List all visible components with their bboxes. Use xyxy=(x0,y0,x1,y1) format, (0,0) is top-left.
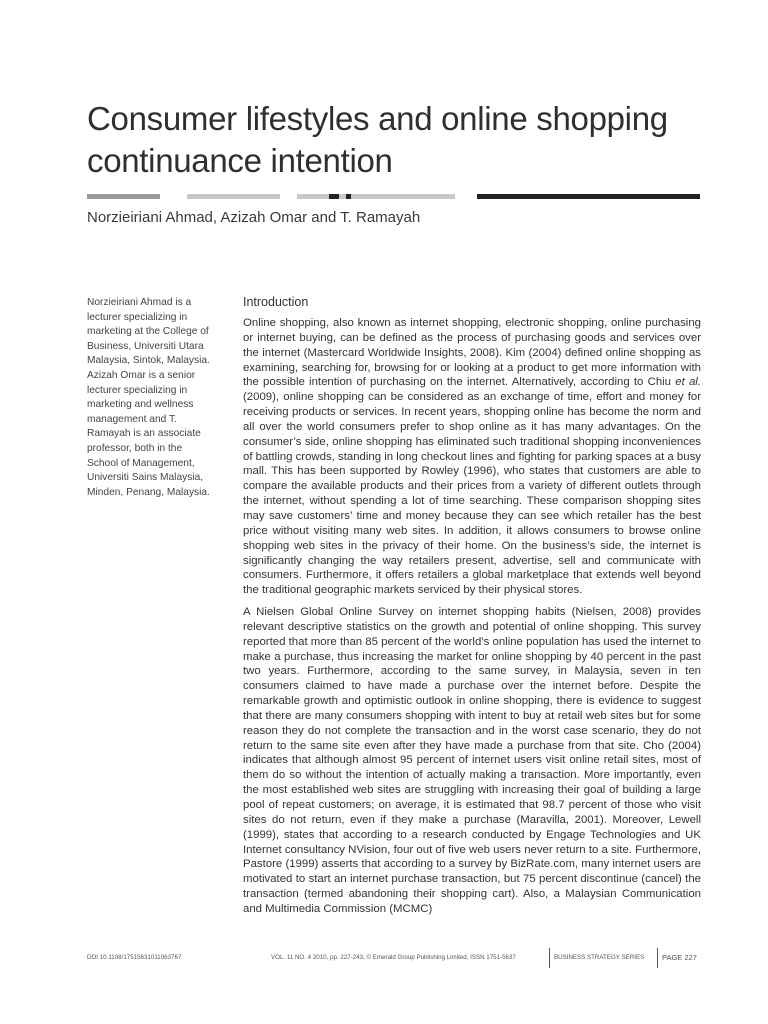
footer-page-number: PAGE 227 xyxy=(662,953,697,962)
paragraph-text: Online shopping, also known as internet shopping, electronic shopping, online purchasing or internet buying, can be defined as the process of purchasing goods and services over the internet (Mastercard Worldwide Insights, 2008). Kim (2004) defined online shopping as examining, searching for, browsing for or looking at a product to get more information with the possible intention of purchasing on the internet. Alternatively, according to Chiu xyxy=(243,317,701,389)
rule-segment-dark xyxy=(477,194,700,199)
article-title: Consumer lifestyles and online shopping continuance intention xyxy=(87,100,668,179)
body-paragraph xyxy=(243,316,701,598)
rule-segment-dark xyxy=(329,194,339,199)
rule-segment-gray xyxy=(87,194,160,199)
body-paragraph: A Nielsen Global Online Survey on internet shopping habits (Nielsen, 2008) provides relevant descriptive statistics on the growth and potential of online shopping. This survey reported that more than 85 percent of the world’s online population has used the internet to make a purchase, thus increasing the market for online shopping by 40 percent in the past two years. Furthermore, according to the same survey, in Malaysia, seven in ten consumers claimed to have made a purchase over the internet before. Despite the remarkable growth and optimistic outlook in online shopping, there is evidence to suggest that there are many consumers shopping with intent to buy at retail web sites but for some reason they do not complete the transaction and in the worst case scenario, they do not return to the same site even after they have made a purchase from that site. Cho (2004) indicates that although almost 95 percent of internet users visit online retail sites, most of them do so without the intention of actually making a transaction. More importantly, even the most established web sites are struggling with increasing their goal of building a large pool of repeat customers; on average, it is estimated that 98.7 percent of those who visit sites do not return, even if they make a purchase (Maravilla, 2001). Moreover, Lewell (1999), states that according to a research conducted by Engage Technologies and UK Internet consultancy NVision, four out of five web users never return to a site. Furthermore, Pastore (1999) asserts that according to a survey by BizRate.com, many internet users are motivated to start an internet purchase transaction, but 75 percent discontinue (cancel) the transaction (termed abandoning their shopping cart). Also, a Malaysian Communication and Multimedia Commission (MCMC) xyxy=(243,606,701,915)
rule-segment-light xyxy=(187,194,280,199)
footer-divider xyxy=(657,948,658,968)
footer-divider xyxy=(549,948,550,968)
footer-citation: VOL. 11 NO. 4 2010, pp. 227-243, © Emerald Group Publishing Limited, ISSN 1751-5637 xyxy=(271,954,516,961)
article-body xyxy=(243,316,701,924)
paragraph-text: (2009), online shopping can be considered as an exchange of time, effort and money for receiving products or services. In recent years, shopping online has become the norm and all over the world consumers prefer to shop online as it has many advantages. On the consumer’s side, online shopping has eliminated such traditional shopping inconveniences of battling crowds, standing in long checkout lines and fighting for parking spaces at a busy mall. This has been supported by Rowley (1996), who states that customers are able to compare the available products and their prices from a variety of different outlets through the internet, without spending a lot of time searching. These comparison shopping sites may save customers’ time and money because they can see which retailer has the best price without visiting many web sites. In addition, it allows consumers to browse online shopping web sites in the privacy of their home. On the business’s side, the internet is significantly changing the way retailers present, advertise, sell and communicate with consumers. Furthermore, it offers retailers a global marketplace that extends well beyond the traditional geographic markets serviced by their physical stores. xyxy=(243,391,701,597)
footer-series: BUSINESS STRATEGY SERIES xyxy=(554,954,645,961)
rule-segment-light xyxy=(359,194,455,199)
page-footer xyxy=(87,948,704,968)
paragraph-italic-text: et al. xyxy=(675,376,701,389)
author-bio: Norzieiriani Ahmad is a lecturer specializing in marketing at the College of Business, Universiti Utara Malaysia, Sintok, Malaysia. Azizah Omar is a senior lecturer specializing in marketing and wellness management and T. Ramayah is an associate professor, both in the School of Management, Universiti Sains Malaysia, Minden, Penang, Malaysia. xyxy=(87,297,210,498)
rule-segment-dark xyxy=(346,194,351,199)
title-rule xyxy=(87,194,700,200)
section-heading-introduction: Introduction xyxy=(243,295,309,309)
footer-doi: DOI 10.1108/17515631011063767 xyxy=(87,954,182,961)
author-list: Norzieiriani Ahmad, Azizah Omar and T. Ramayah xyxy=(87,209,421,226)
